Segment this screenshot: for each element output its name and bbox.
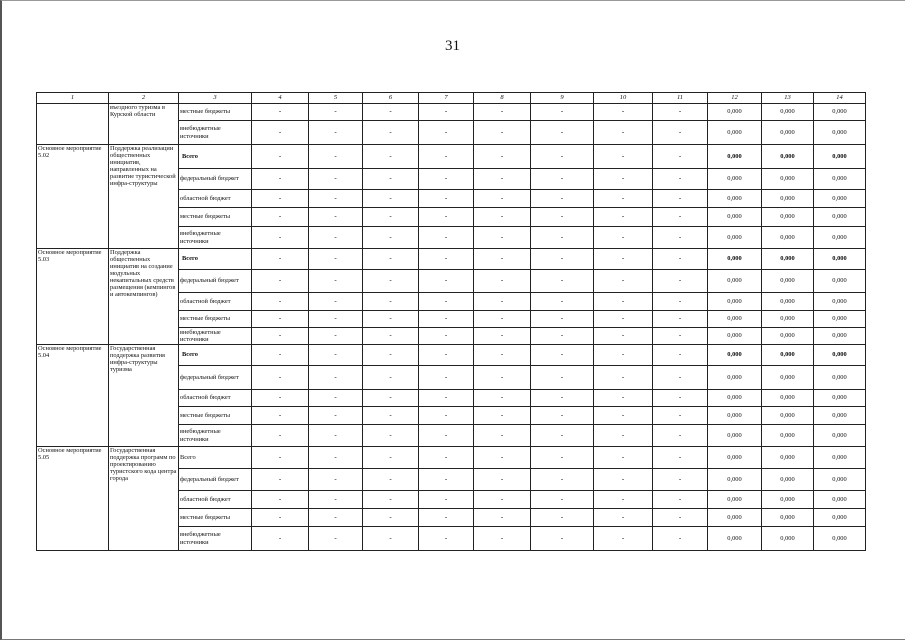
event-name-cell: Государственная поддержка программ по проектированию туристского кода центра города (109, 447, 179, 551)
event-name-cell: Поддержка реализации общественных инициатив, направленных на развитие туристической инфра-структуры (109, 145, 179, 249)
empty-value-cell: - (419, 121, 474, 145)
empty-value-cell: - (419, 227, 474, 249)
amount-cell: 0,000 (814, 527, 866, 551)
funding-source-cell: областной бюджет (179, 293, 252, 311)
funding-source-cell: областной бюджет (179, 190, 252, 208)
amount-cell: 0,000 (814, 425, 866, 447)
event-name-cell: Государственная поддержка развития инфра-структуры туризма (109, 345, 179, 447)
amount-cell: 0,000 (814, 509, 866, 527)
empty-value-cell: - (363, 169, 419, 190)
amount-cell: 0,000 (762, 270, 814, 293)
empty-value-cell: - (653, 227, 708, 249)
empty-value-cell: - (474, 527, 531, 551)
empty-value-cell: - (252, 121, 309, 145)
event-code-cell: Основное мероприятие 5.02 (37, 145, 109, 249)
amount-cell: 0,000 (762, 527, 814, 551)
empty-value-cell: - (252, 311, 309, 328)
empty-value-cell: - (309, 311, 363, 328)
funding-source-cell: федеральный бюджет (179, 366, 252, 390)
funding-source-cell: местные бюджеты (179, 407, 252, 425)
empty-value-cell: - (474, 366, 531, 390)
empty-value-cell: - (309, 390, 363, 407)
empty-value-cell: - (594, 390, 653, 407)
amount-cell: 0,000 (708, 469, 762, 491)
amount-cell: 0,000 (814, 345, 866, 366)
empty-value-cell: - (594, 227, 653, 249)
amount-cell: 0,000 (708, 425, 762, 447)
amount-cell: 0,000 (708, 311, 762, 328)
empty-value-cell: - (252, 366, 309, 390)
empty-value-cell: - (419, 293, 474, 311)
amount-cell: 0,000 (708, 208, 762, 227)
empty-value-cell: - (474, 491, 531, 509)
funding-source-cell: местные бюджеты (179, 509, 252, 527)
funding-source-cell: федеральный бюджет (179, 169, 252, 190)
empty-value-cell: - (653, 169, 708, 190)
empty-value-cell: - (474, 509, 531, 527)
empty-value-cell: - (653, 366, 708, 390)
amount-cell: 0,000 (814, 366, 866, 390)
empty-value-cell: - (653, 527, 708, 551)
amount-cell: 0,000 (708, 345, 762, 366)
column-header: 10 (594, 93, 653, 104)
empty-value-cell: - (531, 249, 594, 270)
empty-value-cell: - (531, 169, 594, 190)
empty-value-cell: - (474, 169, 531, 190)
amount-cell: 0,000 (708, 121, 762, 145)
empty-value-cell: - (363, 527, 419, 551)
empty-value-cell: - (653, 469, 708, 491)
amount-cell: 0,000 (814, 311, 866, 328)
funding-source-cell: областной бюджет (179, 491, 252, 509)
amount-cell: 0,000 (762, 249, 814, 270)
empty-value-cell: - (653, 190, 708, 208)
amount-cell: 0,000 (762, 390, 814, 407)
empty-value-cell: - (594, 293, 653, 311)
empty-value-cell: - (594, 527, 653, 551)
amount-cell: 0,000 (762, 469, 814, 491)
empty-value-cell: - (653, 270, 708, 293)
empty-value-cell: - (653, 293, 708, 311)
amount-cell: 0,000 (762, 509, 814, 527)
empty-value-cell: - (531, 469, 594, 491)
empty-value-cell: - (252, 447, 309, 469)
empty-value-cell: - (594, 104, 653, 121)
empty-value-cell: - (363, 425, 419, 447)
empty-value-cell: - (653, 145, 708, 169)
funding-source-cell: внебюджетные источники (179, 227, 252, 249)
amount-cell: 0,000 (708, 328, 762, 345)
empty-value-cell: - (252, 227, 309, 249)
amount-cell: 0,000 (708, 249, 762, 270)
empty-value-cell: - (419, 491, 474, 509)
page-number: 31 (445, 38, 460, 54)
empty-value-cell: - (653, 328, 708, 345)
empty-value-cell: - (653, 491, 708, 509)
empty-value-cell: - (309, 249, 363, 270)
empty-value-cell: - (309, 527, 363, 551)
empty-value-cell: - (309, 293, 363, 311)
funding-source-cell: Всего (179, 249, 252, 270)
amount-cell: 0,000 (708, 390, 762, 407)
empty-value-cell: - (474, 249, 531, 270)
event-name-cell: въездного туризма в Курской области (109, 104, 179, 145)
empty-value-cell: - (252, 407, 309, 425)
empty-value-cell: - (363, 469, 419, 491)
empty-value-cell: - (309, 509, 363, 527)
table-row (37, 345, 866, 366)
column-header: 2 (109, 93, 179, 104)
amount-cell: 0,000 (708, 190, 762, 208)
empty-value-cell: - (363, 293, 419, 311)
empty-value-cell: - (419, 390, 474, 407)
amount-cell: 0,000 (708, 169, 762, 190)
empty-value-cell: - (474, 208, 531, 227)
empty-value-cell: - (531, 190, 594, 208)
empty-value-cell: - (531, 366, 594, 390)
amount-cell: 0,000 (762, 145, 814, 169)
funding-source-cell: Всего (179, 447, 252, 469)
empty-value-cell: - (252, 491, 309, 509)
amount-cell: 0,000 (708, 527, 762, 551)
empty-value-cell: - (363, 447, 419, 469)
column-header: 8 (474, 93, 531, 104)
empty-value-cell: - (653, 447, 708, 469)
column-header: 3 (179, 93, 252, 104)
empty-value-cell: - (474, 190, 531, 208)
empty-value-cell: - (419, 425, 474, 447)
funding-source-cell: местные бюджеты (179, 104, 252, 121)
amount-cell: 0,000 (814, 407, 866, 425)
empty-value-cell: - (474, 345, 531, 366)
empty-value-cell: - (252, 345, 309, 366)
empty-value-cell: - (363, 491, 419, 509)
empty-value-cell: - (252, 390, 309, 407)
empty-value-cell: - (531, 328, 594, 345)
funding-source-cell: областной бюджет (179, 390, 252, 407)
empty-value-cell: - (252, 270, 309, 293)
empty-value-cell: - (363, 407, 419, 425)
empty-value-cell: - (309, 345, 363, 366)
empty-value-cell: - (363, 509, 419, 527)
amount-cell: 0,000 (762, 407, 814, 425)
empty-value-cell: - (474, 104, 531, 121)
amount-cell: 0,000 (708, 145, 762, 169)
empty-value-cell: - (531, 208, 594, 227)
empty-value-cell: - (419, 249, 474, 270)
event-code-cell: Основное мероприятие 5.03 (37, 249, 109, 345)
amount-cell: 0,000 (814, 104, 866, 121)
funding-source-cell: местные бюджеты (179, 208, 252, 227)
empty-value-cell: - (309, 121, 363, 145)
amount-cell: 0,000 (762, 104, 814, 121)
empty-value-cell: - (653, 425, 708, 447)
empty-value-cell: - (531, 227, 594, 249)
empty-value-cell: - (594, 407, 653, 425)
empty-value-cell: - (594, 121, 653, 145)
amount-cell: 0,000 (814, 293, 866, 311)
amount-cell: 0,000 (708, 104, 762, 121)
amount-cell: 0,000 (762, 293, 814, 311)
empty-value-cell: - (474, 447, 531, 469)
amount-cell: 0,000 (814, 469, 866, 491)
empty-value-cell: - (474, 407, 531, 425)
empty-value-cell: - (474, 311, 531, 328)
column-header: 5 (309, 93, 363, 104)
amount-cell: 0,000 (814, 190, 866, 208)
empty-value-cell: - (309, 270, 363, 293)
empty-value-cell: - (419, 407, 474, 425)
amount-cell: 0,000 (708, 227, 762, 249)
empty-value-cell: - (363, 390, 419, 407)
budget-table (36, 92, 866, 551)
funding-source-cell: Всего (179, 145, 252, 169)
empty-value-cell: - (594, 447, 653, 469)
amount-cell: 0,000 (814, 491, 866, 509)
table-body (37, 104, 866, 551)
empty-value-cell: - (309, 145, 363, 169)
empty-value-cell: - (594, 311, 653, 328)
funding-source-cell: внебюджетные источники (179, 328, 252, 345)
empty-value-cell: - (531, 407, 594, 425)
empty-value-cell: - (594, 190, 653, 208)
empty-value-cell: - (474, 328, 531, 345)
funding-source-cell: внебюджетные источники (179, 425, 252, 447)
amount-cell: 0,000 (814, 249, 866, 270)
empty-value-cell: - (309, 104, 363, 121)
empty-value-cell: - (252, 293, 309, 311)
column-header: 11 (653, 93, 708, 104)
empty-value-cell: - (309, 208, 363, 227)
empty-value-cell: - (594, 145, 653, 169)
empty-value-cell: - (419, 190, 474, 208)
empty-value-cell: - (531, 390, 594, 407)
funding-source-cell: внебюджетные источники (179, 121, 252, 145)
empty-value-cell: - (419, 169, 474, 190)
funding-source-cell: местные бюджеты (179, 311, 252, 328)
amount-cell: 0,000 (762, 447, 814, 469)
amount-cell: 0,000 (708, 366, 762, 390)
event-code-cell: Основное мероприятие 5.05 (37, 447, 109, 551)
empty-value-cell: - (594, 328, 653, 345)
empty-value-cell: - (363, 328, 419, 345)
column-header: 14 (814, 93, 866, 104)
empty-value-cell: - (474, 390, 531, 407)
amount-cell: 0,000 (708, 491, 762, 509)
empty-value-cell: - (419, 145, 474, 169)
amount-cell: 0,000 (762, 425, 814, 447)
empty-value-cell: - (252, 145, 309, 169)
empty-value-cell: - (531, 121, 594, 145)
empty-value-cell: - (252, 249, 309, 270)
empty-value-cell: - (309, 328, 363, 345)
column-header: 1 (37, 93, 109, 104)
amount-cell: 0,000 (708, 293, 762, 311)
empty-value-cell: - (653, 121, 708, 145)
amount-cell: 0,000 (762, 227, 814, 249)
empty-value-cell: - (653, 249, 708, 270)
empty-value-cell: - (363, 145, 419, 169)
empty-value-cell: - (419, 366, 474, 390)
empty-value-cell: - (594, 425, 653, 447)
empty-value-cell: - (594, 249, 653, 270)
empty-value-cell: - (252, 208, 309, 227)
empty-value-cell: - (531, 145, 594, 169)
empty-value-cell: - (419, 447, 474, 469)
empty-value-cell: - (252, 527, 309, 551)
empty-value-cell: - (474, 270, 531, 293)
empty-value-cell: - (252, 469, 309, 491)
empty-value-cell: - (309, 469, 363, 491)
empty-value-cell: - (419, 208, 474, 227)
empty-value-cell: - (252, 169, 309, 190)
column-header: 6 (363, 93, 419, 104)
amount-cell: 0,000 (762, 169, 814, 190)
empty-value-cell: - (419, 527, 474, 551)
empty-value-cell: - (594, 491, 653, 509)
empty-value-cell: - (531, 527, 594, 551)
empty-value-cell: - (309, 227, 363, 249)
amount-cell: 0,000 (762, 190, 814, 208)
amount-cell: 0,000 (762, 121, 814, 145)
empty-value-cell: - (419, 270, 474, 293)
column-header: 9 (531, 93, 594, 104)
column-header: 13 (762, 93, 814, 104)
table-row (37, 249, 866, 270)
empty-value-cell: - (419, 311, 474, 328)
empty-value-cell: - (363, 270, 419, 293)
empty-value-cell: - (363, 345, 419, 366)
amount-cell: 0,000 (762, 345, 814, 366)
event-code-cell: Основное мероприятие 5.04 (37, 345, 109, 447)
column-header: 12 (708, 93, 762, 104)
amount-cell: 0,000 (814, 447, 866, 469)
empty-value-cell: - (419, 469, 474, 491)
amount-cell: 0,000 (814, 270, 866, 293)
empty-value-cell: - (531, 104, 594, 121)
amount-cell: 0,000 (814, 169, 866, 190)
amount-cell: 0,000 (708, 509, 762, 527)
table-row (37, 104, 866, 121)
empty-value-cell: - (309, 366, 363, 390)
empty-value-cell: - (531, 345, 594, 366)
funding-source-cell: внебюджетные источники (179, 527, 252, 551)
empty-value-cell: - (363, 208, 419, 227)
empty-value-cell: - (531, 293, 594, 311)
empty-value-cell: - (531, 491, 594, 509)
event-code-cell (37, 104, 109, 145)
empty-value-cell: - (653, 311, 708, 328)
empty-value-cell: - (309, 491, 363, 509)
empty-value-cell: - (363, 311, 419, 328)
empty-value-cell: - (363, 249, 419, 270)
empty-value-cell: - (474, 227, 531, 249)
event-name-cell: Поддержка общественных инициатив на создание модульных некапитальных средств размещения (кемпингов и автокемпингов) (109, 249, 179, 345)
table-row (37, 447, 866, 469)
empty-value-cell: - (594, 509, 653, 527)
amount-cell: 0,000 (814, 390, 866, 407)
empty-value-cell: - (653, 345, 708, 366)
empty-value-cell: - (474, 425, 531, 447)
empty-value-cell: - (309, 447, 363, 469)
empty-value-cell: - (653, 509, 708, 527)
amount-cell: 0,000 (814, 328, 866, 345)
empty-value-cell: - (419, 509, 474, 527)
empty-value-cell: - (653, 104, 708, 121)
amount-cell: 0,000 (762, 491, 814, 509)
empty-value-cell: - (252, 328, 309, 345)
empty-value-cell: - (252, 104, 309, 121)
empty-value-cell: - (252, 425, 309, 447)
empty-value-cell: - (594, 469, 653, 491)
empty-value-cell: - (474, 293, 531, 311)
amount-cell: 0,000 (814, 145, 866, 169)
empty-value-cell: - (474, 121, 531, 145)
amount-cell: 0,000 (814, 227, 866, 249)
empty-value-cell: - (363, 227, 419, 249)
amount-cell: 0,000 (708, 270, 762, 293)
empty-value-cell: - (653, 390, 708, 407)
column-header: 4 (252, 93, 309, 104)
amount-cell: 0,000 (762, 366, 814, 390)
empty-value-cell: - (531, 509, 594, 527)
funding-source-cell: Всего (179, 345, 252, 366)
empty-value-cell: - (594, 270, 653, 293)
empty-value-cell: - (653, 407, 708, 425)
amount-cell: 0,000 (762, 311, 814, 328)
empty-value-cell: - (363, 104, 419, 121)
empty-value-cell: - (363, 190, 419, 208)
header-row (37, 93, 866, 104)
empty-value-cell: - (419, 345, 474, 366)
empty-value-cell: - (531, 311, 594, 328)
empty-value-cell: - (474, 469, 531, 491)
empty-value-cell: - (309, 169, 363, 190)
empty-value-cell: - (594, 169, 653, 190)
amount-cell: 0,000 (762, 208, 814, 227)
empty-value-cell: - (309, 190, 363, 208)
amount-cell: 0,000 (762, 328, 814, 345)
funding-source-cell: федеральный бюджет (179, 469, 252, 491)
empty-value-cell: - (653, 208, 708, 227)
empty-value-cell: - (419, 328, 474, 345)
empty-value-cell: - (252, 509, 309, 527)
empty-value-cell: - (474, 145, 531, 169)
table-row (37, 145, 866, 169)
empty-value-cell: - (531, 447, 594, 469)
amount-cell: 0,000 (814, 121, 866, 145)
empty-value-cell: - (309, 407, 363, 425)
empty-value-cell: - (252, 190, 309, 208)
funding-source-cell: федеральный бюджет (179, 270, 252, 293)
amount-cell: 0,000 (708, 447, 762, 469)
empty-value-cell: - (309, 425, 363, 447)
amount-cell: 0,000 (814, 208, 866, 227)
empty-value-cell: - (363, 366, 419, 390)
empty-value-cell: - (594, 366, 653, 390)
empty-value-cell: - (594, 208, 653, 227)
column-header: 7 (419, 93, 474, 104)
empty-value-cell: - (531, 270, 594, 293)
empty-value-cell: - (594, 345, 653, 366)
empty-value-cell: - (419, 104, 474, 121)
amount-cell: 0,000 (708, 407, 762, 425)
empty-value-cell: - (363, 121, 419, 145)
empty-value-cell: - (531, 425, 594, 447)
